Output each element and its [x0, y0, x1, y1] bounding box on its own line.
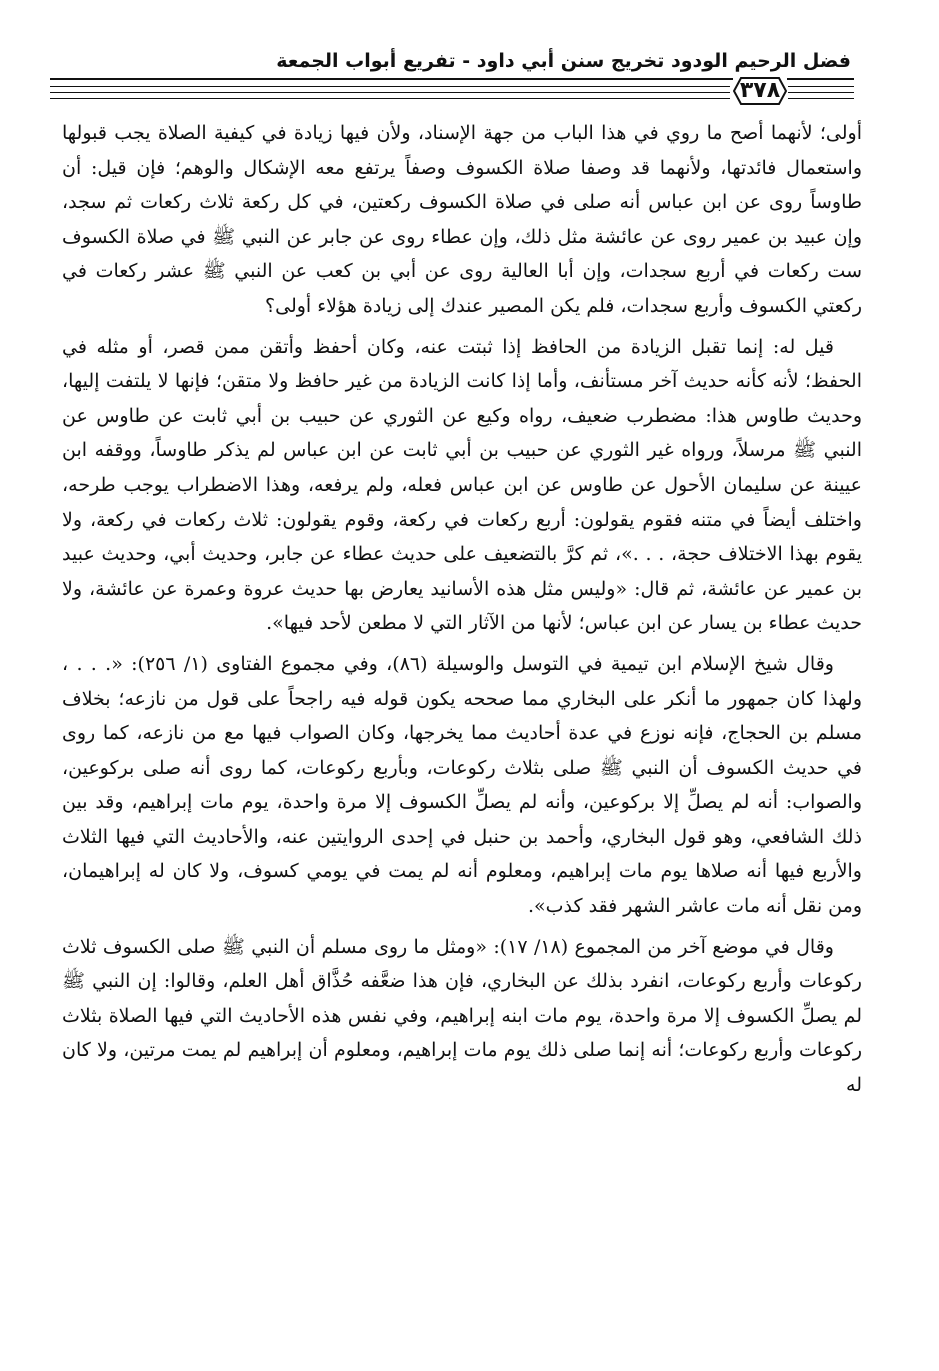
- body-text: [62, 116, 862, 1351]
- running-header: فضل الرحيم الودود تخريج سنن أبي داود - تفريع أبواب الجمعة: [276, 50, 851, 72]
- paragraph: وقال شيخ الإسلام ابن تيمية في التوسل والوسيلة (٨٦)، وفي مجموع الفتاوى (١/ ٢٥٦): «. . . ، ولهذا كان جمهور ما أنكر على البخاري مما صححه يكون قوله فيه راجحاً على قول من نازعه؛ بخلاف مسلم بن الحجاج، فإنه نوزع في عدة أحاديث مما يخرجها، وكان الصواب فيها مع من نازعه، كما روى في حديث الكسوف أن النبي ﷺ صلى بثلاث ركوعات، وبأربع ركوعات، كما روى أنه صلى بركوعين، والصواب: أنه لم يصلِّ إلا بركوعين، وأنه لم يصلِّ الكسوف إلا مرة واحدة، يوم مات إبراهيم، وقد بين ذلك الشافعي، وهو قول البخاري، وأحمد بن حنبل في إحدى الروايتين عنه، والأحاديث التي فيها الثلاث والأربع فيها أنه صلاها يوم مات إبراهيم، ومعلوم أنه لم يمت في يومي كسوف، ولا كان له إبراهيمان، ومن نقل أنه مات عاشر الشهر فقد كذب».: [62, 652, 862, 918]
- header-rule: [50, 92, 730, 93]
- paragraph: قيل له: إنما تقبل الزيادة من الحافظ إذا ثبتت عنه، وكان أحفظ وأتقن ممن قصر، أو مثله في الحفظ؛ لأنه كأنه حديث آخر مستأنف، وأما إذا كانت الزيادة من غير حافظ ولا متقن؛ فإنها لا يلتفت إليها، وحديث طاوس هذا: مضطرب ضعيف، رواه وكيع عن الثوري عن حبيب بن أبي ثابت عن طاوس عن النبي ﷺ مرسلاً، ورواه غير الثوري عن حبيب بن أبي ثابت عن ابن عباس لم يذكر طاوساً، ووقفه ابن عيينة عن سليمان الأحول عن طاوس عن ابن عباس فعله، ولم يرفعه، وهذا الاضطراب يوجب طرحه، واختلف أيضاً في متنه فقوم يقولون: أربع ركعات في ركعة، وقوم يقولون: ثلاث ركعات في ركعة، ولا يقوم بهذا الاختلاف حجة، . . .»، ثم كرَّ بالتضعيف على حديث عطاء عن جابر، وحديث أبي، وحديث عبيد بن عمير عن عائشة، ثم قال: «وليس مثل هذه الأسانيد يعارض بها حديث عروة وعمرة عن عائشة، ولا حديث عطاء بن يسار عن ابن عباس؛ لأنها من الآثار التي لا مطعن لأحد فيها».: [62, 335, 862, 635]
- header-rule: [50, 86, 730, 87]
- header-rule: [788, 86, 854, 87]
- header-rule: [788, 92, 854, 93]
- header-rule: [788, 98, 854, 99]
- header-rule: [50, 98, 730, 99]
- page-number-frame: [733, 76, 787, 106]
- paragraph: أولى؛ لأنهما أصح ما روي في هذا الباب من جهة الإسناد، ولأن فيها زيادة في كيفية الصلاة يجب قبولها واستعمال فائدتها، ولأنهما قد وصفا صلاة الكسوف وصفاً يرتفع معه الإشكال والوهم؛ فإن قيل: أن طاوساً روى عن ابن عباس أنه صلى في صلاة الكسوف ركعتين، في كل ركعة ثلاث ركعات ثم سجد، وإن عبيد بن عمير روى عن عائشة مثل ذلك، وإن عطاء روى عن جابر عن النبي ﷺ في صلاة الكسوف ست ركعات في أربع سجدات، وإن أبا العالية روى عن أبي بن كعب عن النبي ﷺ عشر ركعات في ركعتي الكسوف وأربع سجدات، فلم يكن المصير عندك إلى زيادة هؤلاء أولى؟: [62, 122, 862, 317]
- page-number: ٣٧٨: [739, 78, 781, 103]
- paragraph: وقال في موضع آخر من المجموع (١٨/ ١٧): «ومثل ما روى مسلم أن النبي ﷺ صلى الكسوف ثلاث ركوعات وأربع ركوعات، انفرد بذلك عن البخاري، فإن هذا ضعَّفه حُذَّاق أهل العلم، وقالوا: إن النبي ﷺ لم يصلِّ الكسوف إلا مرة واحدة، يوم مات ابنه إبراهيم، وفي نفس هذه الأحاديث التي فيها الصلاة بثلاث ركوعات وأربع ركوعات؛ أنه إنما صلى ذلك يوم مات إبراهيم، ومعلوم أن إبراهيم لم يمت مرتين، ولا كان له: [62, 935, 862, 1097]
